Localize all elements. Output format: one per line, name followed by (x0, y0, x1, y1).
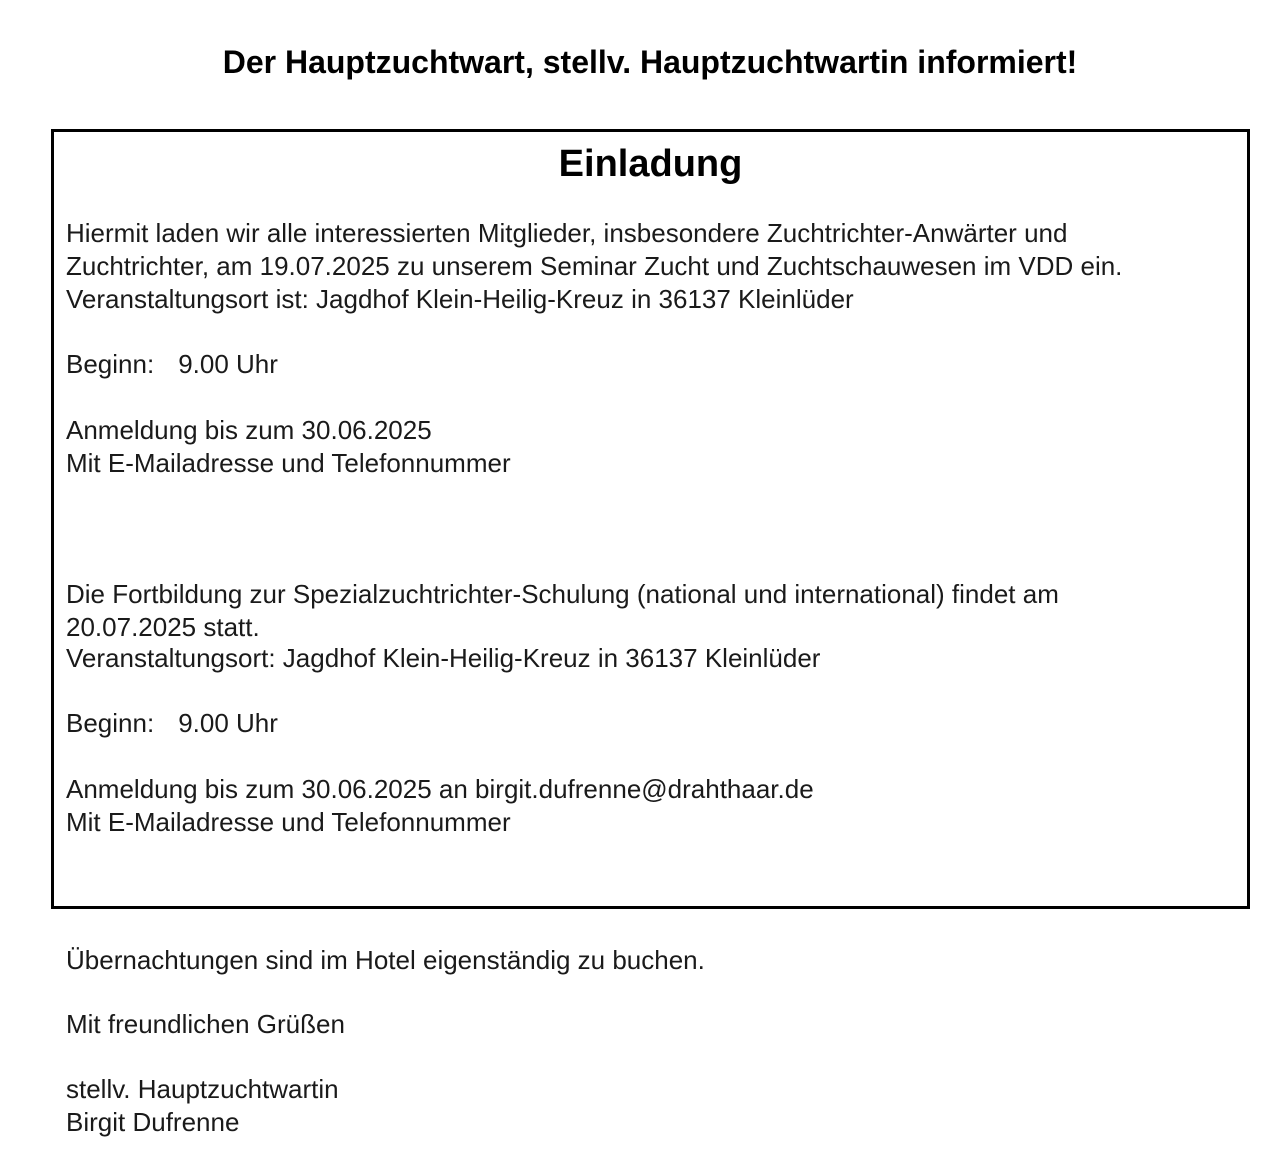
seminar-start (66, 348, 278, 381)
training-location: Veranstaltungsort: Jagdhof Klein-Heilig-Kreuz in 36137 Kleinlüder (66, 643, 821, 673)
page-headline: Der Hauptzuchtwart, stellv. Hauptzuchtwartin informiert! (222, 44, 1078, 80)
signature-name: Birgit Dufrenne (66, 1107, 240, 1137)
training-text-line: 20.07.2025 statt. (66, 612, 260, 642)
training-start-time: 9.00 Uhr (178, 708, 278, 738)
signature-role: stellv. Hauptzuchtwartin (66, 1074, 339, 1104)
training-registration-requirements: Mit E-Mailadresse und Telefonnummer (66, 807, 511, 837)
seminar-registration-requirements: Mit E-Mailadresse und Telefonnummer (66, 448, 511, 478)
seminar-registration-deadline: Anmeldung bis zum 30.06.2025 (66, 415, 432, 445)
seminar-text-line: Hiermit laden wir alle interessierten Mitglieder, insbesondere Zuchtrichter-Anwärter und (66, 218, 1068, 248)
closing-greeting: Mit freundlichen Grüßen (66, 1009, 345, 1039)
accommodation-note: Übernachtungen sind im Hotel eigenständig zu buchen. (66, 945, 705, 975)
seminar-text-line: Zuchtrichter, am 19.07.2025 zu unserem Seminar Zucht und Zuchtschauwesen im VDD ein. (66, 251, 1123, 281)
seminar-start-time: 9.00 Uhr (178, 349, 278, 379)
training-start (66, 707, 278, 740)
invitation-title: Einladung (558, 143, 743, 185)
training-registration-deadline: Anmeldung bis zum 30.06.2025 an birgit.dufrenne@drahthaar.de (66, 774, 814, 804)
seminar-start-label: Beginn: (66, 349, 155, 379)
training-start-label: Beginn: (66, 708, 155, 738)
seminar-location: Veranstaltungsort ist: Jagdhof Klein-Heilig-Kreuz in 36137 Kleinlüder (66, 284, 854, 314)
training-text-line: Die Fortbildung zur Spezialzuchtrichter-Schulung (national und international) findet am (66, 579, 1059, 609)
